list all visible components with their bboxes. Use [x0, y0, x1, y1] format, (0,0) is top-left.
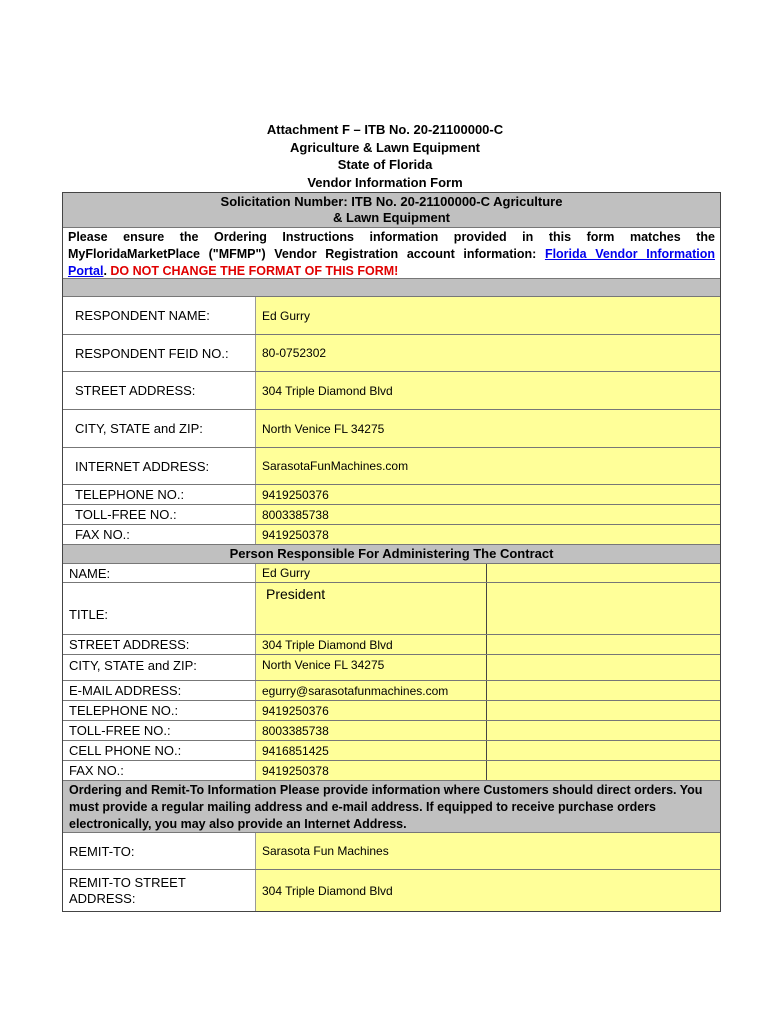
- respondent-phone-field[interactable]: 9419250376: [262, 487, 329, 502]
- format-warning: DO NOT CHANGE THE FORMAT OF THIS FORM!: [110, 264, 399, 278]
- blank-cell: [487, 761, 720, 780]
- form-title: Vendor Information Form: [307, 174, 463, 190]
- blank-cell: [487, 681, 720, 700]
- contract-cell-label: CELL PHONE NO.:: [63, 741, 256, 760]
- respondent-fax-row: [63, 524, 720, 544]
- respondent-city-field[interactable]: North Venice FL 34275: [262, 421, 385, 436]
- respondent-fax-label: FAX NO.:: [63, 525, 256, 544]
- blank-cell: [487, 741, 720, 760]
- respondent-internet-label: INTERNET ADDRESS:: [63, 448, 256, 484]
- respondent-name-row: [63, 296, 720, 334]
- blank-cell: [487, 635, 720, 654]
- respondent-feid-field[interactable]: 80-0752302: [262, 346, 327, 360]
- contract-email-row: [63, 680, 720, 700]
- contract-tollfree-field[interactable]: 8003385738: [256, 721, 487, 740]
- contract-street-field[interactable]: 304 Triple Diamond Blvd: [256, 635, 487, 654]
- contract-email-field[interactable]: egurry@sarasotafunmachines.com: [256, 681, 487, 700]
- blank-cell: [487, 701, 720, 720]
- respondent-internet-row: [63, 447, 720, 484]
- respondent-phone-row: [63, 484, 720, 504]
- remit-street-row: [63, 869, 720, 911]
- respondent-street-row: [63, 371, 720, 409]
- contract-heading: Person Responsible For Administering The Contract: [229, 546, 554, 561]
- remit-street-field[interactable]: 304 Triple Diamond Blvd: [262, 883, 393, 898]
- remit-instructions: Ordering and Remit-To Information Please provide information where Customers should direct orders. You must provide a regular mailing address and e-mail address. If equipped to receive purchase orders electronically, you may also provide an Internet Address.: [69, 783, 703, 831]
- remit-to-label: REMIT-TO:: [63, 833, 256, 869]
- contract-heading-row: [63, 544, 720, 563]
- vendor-information-form: [62, 192, 721, 912]
- contract-tollfree-row: [63, 720, 720, 740]
- solicitation-row: [63, 193, 720, 227]
- blank-cell: [487, 655, 720, 680]
- blank-cell: [487, 564, 720, 582]
- contract-name-row: [63, 563, 720, 582]
- contract-email-label: E-MAIL ADDRESS:: [63, 681, 256, 700]
- contract-title-row: [63, 582, 720, 634]
- contract-city-row: [63, 654, 720, 680]
- respondent-tollfree-label: TOLL-FREE NO.:: [63, 505, 256, 524]
- contract-cell-row: [63, 740, 720, 760]
- respondent-phone-label: TELEPHONE NO.:: [63, 485, 256, 504]
- contract-city-label: CITY, STATE and ZIP:: [63, 655, 256, 680]
- respondent-tollfree-field[interactable]: 8003385738: [262, 507, 329, 522]
- blank-cell: [487, 583, 720, 634]
- contract-name-label: NAME:: [63, 564, 256, 582]
- respondent-feid-row: [63, 334, 720, 371]
- instructions-row: [63, 227, 720, 278]
- contract-street-label: STREET ADDRESS:: [63, 635, 256, 654]
- attachment-title: Attachment F – ITB No. 20-21100000-C: [266, 122, 504, 137]
- contract-phone-field[interactable]: 9419250376: [256, 701, 487, 720]
- remit-instructions-row: [63, 780, 720, 832]
- state-title: State of Florida: [337, 157, 433, 172]
- form-header: [0, 121, 770, 191]
- respondent-tollfree-row: [63, 504, 720, 524]
- respondent-name-label: RESPONDENT NAME:: [63, 297, 256, 334]
- contract-title-label: TITLE:: [63, 583, 256, 634]
- respondent-street-label: STREET ADDRESS:: [63, 372, 256, 409]
- contract-fax-row: [63, 760, 720, 780]
- respondent-street-field[interactable]: 304 Triple Diamond Blvd: [262, 383, 393, 398]
- contract-phone-label: TELEPHONE NO.:: [63, 701, 256, 720]
- contract-fax-field[interactable]: 9419250378: [256, 761, 487, 780]
- respondent-name-field[interactable]: Ed Gurry: [262, 308, 311, 323]
- blank-cell: [487, 721, 720, 740]
- vendor-portal-link[interactable]: Florida Vendor Information Portal: [68, 247, 715, 278]
- contract-name-field[interactable]: Ed Gurry: [256, 564, 487, 582]
- remit-to-field[interactable]: Sarasota Fun Machines: [262, 844, 389, 858]
- respondent-city-label: CITY, STATE and ZIP:: [63, 410, 256, 447]
- remit-to-row: [63, 832, 720, 869]
- category-title: Agriculture & Lawn Equipment: [290, 139, 480, 155]
- grey-spacer-row: [63, 278, 720, 296]
- respondent-fax-field[interactable]: 9419250378: [262, 527, 329, 542]
- respondent-feid-label: RESPONDENT FEID NO.:: [63, 335, 256, 371]
- solicitation-number: Solicitation Number: ITB No. 20-21100000-C Agriculture & Lawn Equipment: [220, 194, 563, 225]
- contract-phone-row: [63, 700, 720, 720]
- contract-title-field[interactable]: President: [256, 583, 487, 634]
- contract-fax-label: FAX NO.:: [63, 761, 256, 780]
- respondent-city-row: [63, 409, 720, 447]
- contract-street-row: [63, 634, 720, 654]
- contract-cell-field[interactable]: 9416851425: [256, 741, 487, 760]
- respondent-internet-field[interactable]: SarasotaFunMachines.com: [262, 459, 409, 473]
- contract-city-field[interactable]: North Venice FL 34275: [256, 655, 487, 680]
- contract-tollfree-label: TOLL-FREE NO.:: [63, 721, 256, 740]
- ordering-instructions: Please ensure the Ordering Instructions information provided in this form matches the MyFloridaMarketPlace ("MFMP") Vendor Registration account information: Florida Vendor Information Portal. DO NOT CHANGE THE FORMAT OF THIS FORM!: [68, 230, 715, 278]
- remit-street-label: REMIT-TO STREET ADDRESS:: [63, 870, 256, 911]
